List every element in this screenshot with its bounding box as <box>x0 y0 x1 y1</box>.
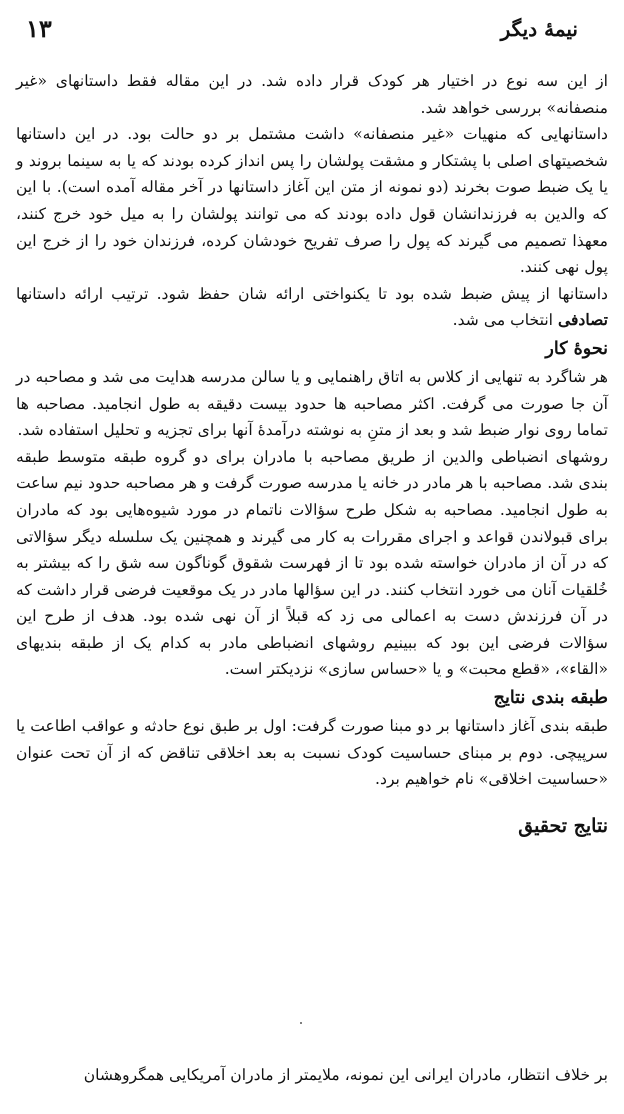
section-heading-results: نتایج تحقیق <box>518 814 608 837</box>
ink-dot <box>300 1022 302 1024</box>
section-heading-classification: طبقه بندی نتایج <box>493 688 608 709</box>
paragraph-3 <box>16 281 608 334</box>
paragraph-3-tail: انتخاب می شد. <box>452 311 554 330</box>
paragraph-6: طبقه بندی آغاز داستانها بر دو مبنا صورت گرفت: اول بر طبق نوع حادثه و عواقب اطاعت یا سرپیچی. دوم بر مبنای حساسیت کودک نسبت به بعد اخلاقی تناقض که از آن تحت عنوان «حساسیت اخلاقی» نام خواهیم برد. <box>16 717 608 789</box>
page-number: ۱۳ <box>26 14 52 43</box>
running-title: نیمهٔ دیگر <box>500 17 578 41</box>
body-text <box>16 68 608 871</box>
paragraph-4: هر شاگرد به تنهایی از کلاس به اتاق راهنمایی و یا سالن مدرسه هدایت می شد و مصاحبه در آن جا صورت می گرفت. اکثر مصاحبه ها حدود بیست دقیقه به طول انجامید. مصاحبه ها تماما روی نوار ضبط شد و بعد از متنِ به نوشته درآمدهٔ آنها برای تجزیه و تحلیل استفاده شد. <box>16 367 608 440</box>
paragraph-2: داستانهایی که منهیات «غیر منصفانه» داشت مشتمل بر دو حالت بود. در این داستانها شخصیتهای اصلی با پشتکار و مشقت پولشان را پس انداز کرده بودند که یا به سینما بروند و یا یک ضبط صوت بخرند (دو نمونه از متن این آغاز داستانها در آخر مقاله آمده است). با این که والدین به فرزندانشان قول داده بودند که می توانند پولشان را به میل خود خرج کنند، معهذا تصمیم می گیرند که پول را صرف تفریح خودشان کرده، فرزندان خود را از خرج این پول نهی کنند. <box>16 125 608 277</box>
paragraph-7-first-line: بر خلاف انتظار، مادران ایرانی این نمونه، ملایمتر از مادران آمریکایی همگروهشان <box>83 1066 608 1084</box>
paragraph-1: از این سه نوع در اختیار هر کودک قرار داده شد. در این مقاله فقط داستانهای «غیر منصفانه» بررسی خواهد شد. <box>16 72 608 117</box>
paragraph-3-emphasis: تصادفی <box>557 310 608 330</box>
section-heading-method: نحوهٔ کار <box>545 338 608 359</box>
paragraph-3-main: داستانها از پیش ضبط شده بود تا یکنواختی ارائه شان حفظ شود. ترتیب ارائه داستانها <box>16 284 608 303</box>
paragraph-5: روشهای انضباطی والدین از طریق مصاحبه با مادران برای دو گروه طبقه متوسط طبقه بندی شد. مصاحبه با هر مادر در خانه یا مدرسه صورت گرفت و هر مصاحبه حدود نیم ساعت به طول انجامید. مصاحبه به شکل طرح سؤالات ناتمام در مورد شیوه‌هایی بود که مادران برای قبولاندن قواعد و اجرای مقررات به کار می گیرند و همچنین یک سلسله دیگر سؤالاتی که در آن از مادران خواسته شده بود تا از فهرست شقوق گوناگون سه شق را که بیشتر به خُلقیات آنان می خورد انتخاب کنند. در این سؤالها مادر در یک موقعیت فرضی قرار داشت که در آن فرزندش دست به اعمالی می زد که قبلاً از آن نهی شده بود. هدف از طرح این سؤالات فرضی این بود که ببینیم روشهای انضباطی مادر به کدام یک از طبقه بندیهای «القاء»، «قطع محبت» و یا «حساس سازی» نزدیکتر است. <box>16 447 608 679</box>
